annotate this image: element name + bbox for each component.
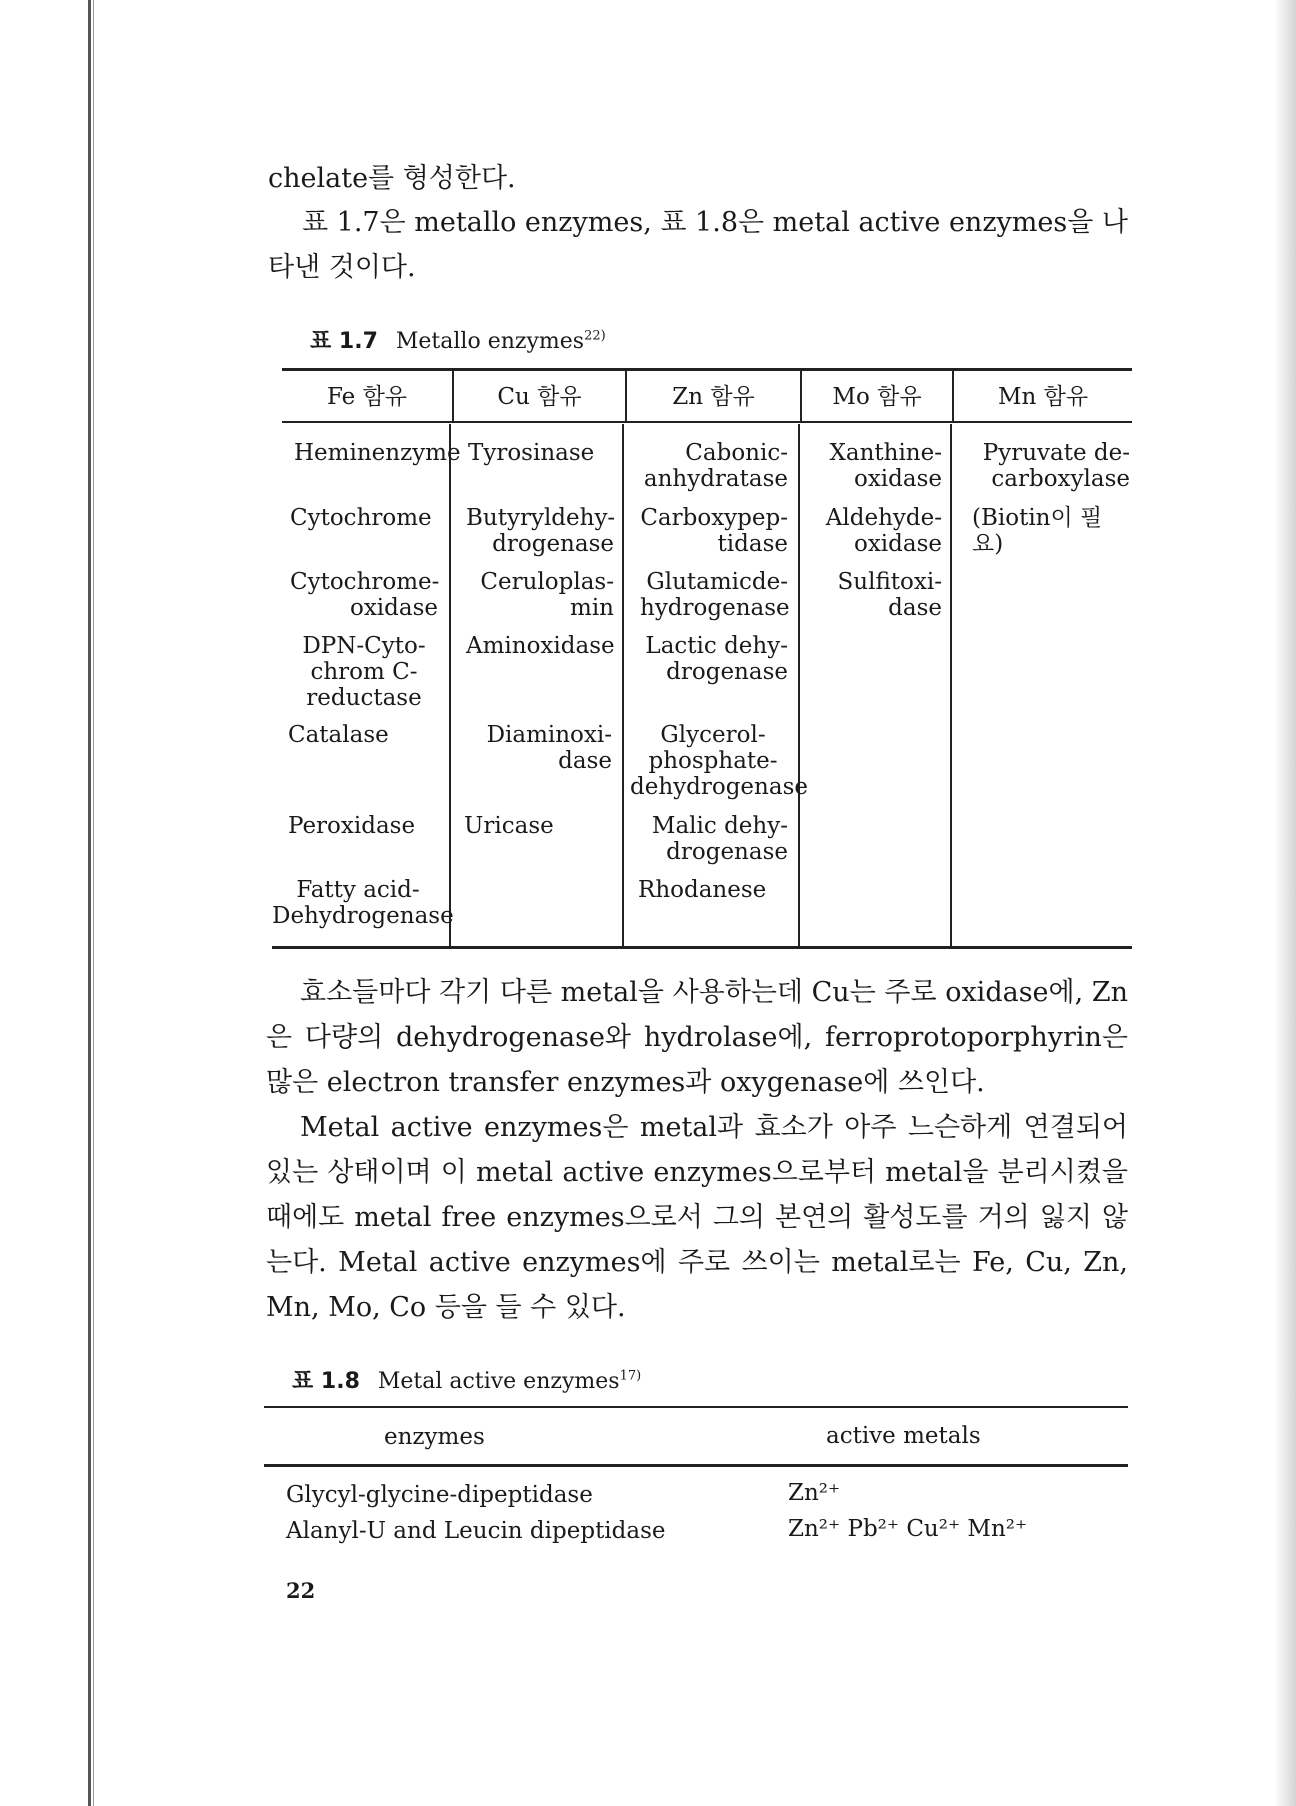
header-cu: Cu 함유 bbox=[497, 384, 582, 410]
table-1-8-header-metals: active metals bbox=[826, 1423, 981, 1449]
header-fe: Fe 함유 bbox=[326, 384, 408, 410]
mn-cell: (Biotin이 필 요) bbox=[972, 505, 1103, 557]
header-zn: Zn 함유 bbox=[672, 384, 755, 410]
table-1-8-ref: 17) bbox=[619, 1368, 642, 1384]
table-1-7-label: 표 1.7 bbox=[310, 329, 378, 354]
fe-cell: Fatty acid- Dehydrogenase bbox=[272, 877, 454, 929]
zn-cell: Rhodanese bbox=[638, 877, 767, 903]
mn-cell: Pyruvate de- carboxylase bbox=[982, 440, 1130, 492]
table-1-8-label: 표 1.8 bbox=[292, 1369, 360, 1394]
mo-cell: Aldehyde- oxidase bbox=[825, 505, 942, 557]
cu-cell: Ceruloplas- min bbox=[480, 569, 614, 621]
table-1-8-caption bbox=[292, 1364, 641, 1395]
fe-cell: Peroxidase bbox=[288, 813, 416, 839]
table-1-8-enzyme: Alanyl-U and Leucin dipeptidase bbox=[286, 1518, 666, 1544]
zn-cell: Glutamicde- hydrogenase bbox=[640, 569, 790, 621]
header-mo: Mo 함유 bbox=[832, 384, 922, 410]
fe-cell: Catalase bbox=[288, 722, 389, 748]
table-1-7-ref: 22) bbox=[584, 328, 606, 344]
page-number: 22 bbox=[286, 1578, 316, 1603]
header-mn: Mn 함유 bbox=[997, 384, 1089, 410]
zn-cell: Cabonic- anhydratase bbox=[643, 440, 788, 492]
table-1-8-header-rule bbox=[264, 1464, 1128, 1467]
table-1-8-metals: Zn²⁺ Pb²⁺ Cu²⁺ Mn²⁺ bbox=[788, 1516, 1028, 1542]
cu-cell: Aminoxidase bbox=[466, 633, 615, 659]
zn-cell: Carboxypep- tidase bbox=[640, 505, 788, 557]
paragraph-3: 효소들마다 각기 다른 metal을 사용하는데 Cu는 주로 oxidase에, Zn은 다량의 dehydrogenase와 hydrolase에, ferroprotoporphyrin은 많은 electron transfer enzymes과 oxygenase에 쓰인다. bbox=[266, 977, 1128, 1098]
table-1-8-title: Metal active enzymes bbox=[377, 1369, 620, 1394]
fe-cell: Cytochrome bbox=[290, 505, 432, 531]
table-1-8-header-enzymes: enzymes bbox=[384, 1424, 485, 1450]
table-1-8-top-rule bbox=[264, 1406, 1128, 1408]
cu-cell: Diaminoxi- dase bbox=[486, 722, 612, 774]
mo-cell: Sulfitoxi- dase bbox=[837, 569, 942, 621]
cu-cell: Tyrosinase bbox=[468, 440, 595, 466]
paragraph-2: 표 1.7은 metallo enzymes, 표 1.8은 metal active enzymes을 나타낸 것이다. bbox=[268, 207, 1128, 283]
fe-cell: DPN-Cyto- chrom C- reductase bbox=[302, 633, 426, 711]
fe-cell: Cytochrome- oxidase bbox=[290, 569, 440, 621]
cu-cell: Uricase bbox=[464, 813, 554, 839]
table-1-8-enzyme: Glycyl-glycine-dipeptidase bbox=[286, 1482, 593, 1508]
table-1-8-metals: Zn²⁺ bbox=[788, 1480, 841, 1506]
cu-cell: Butyryldehy- drogenase bbox=[466, 505, 616, 557]
zn-cell: Malic dehy- drogenase bbox=[651, 813, 788, 865]
zn-cell: Lactic dehy- drogenase bbox=[645, 633, 788, 685]
paragraph-1: chelate를 형성한다. bbox=[268, 163, 516, 194]
table-1-7-title: Metallo enzymes bbox=[395, 329, 585, 354]
fe-cell: Heminenzyme bbox=[294, 440, 461, 466]
mo-cell: Xanthine- oxidase bbox=[829, 440, 942, 492]
paragraph-4: Metal active enzymes은 metal과 효소가 아주 느슨하게 연결되어 있는 상태이며 이 metal active enzymes으로부터 metal을 분리시켰을 때에도 metal free enzymes으로서 그의 본연의 활성도를 거의 잃지 않는다. Metal active enzymes에 주로 쓰이는 metal로는 Fe, Cu, Zn, Mn, Mo, Co 등을 들 수 있다. bbox=[266, 1112, 1128, 1323]
zn-cell: Glycerol- phosphate- dehydrogenase bbox=[630, 722, 808, 800]
